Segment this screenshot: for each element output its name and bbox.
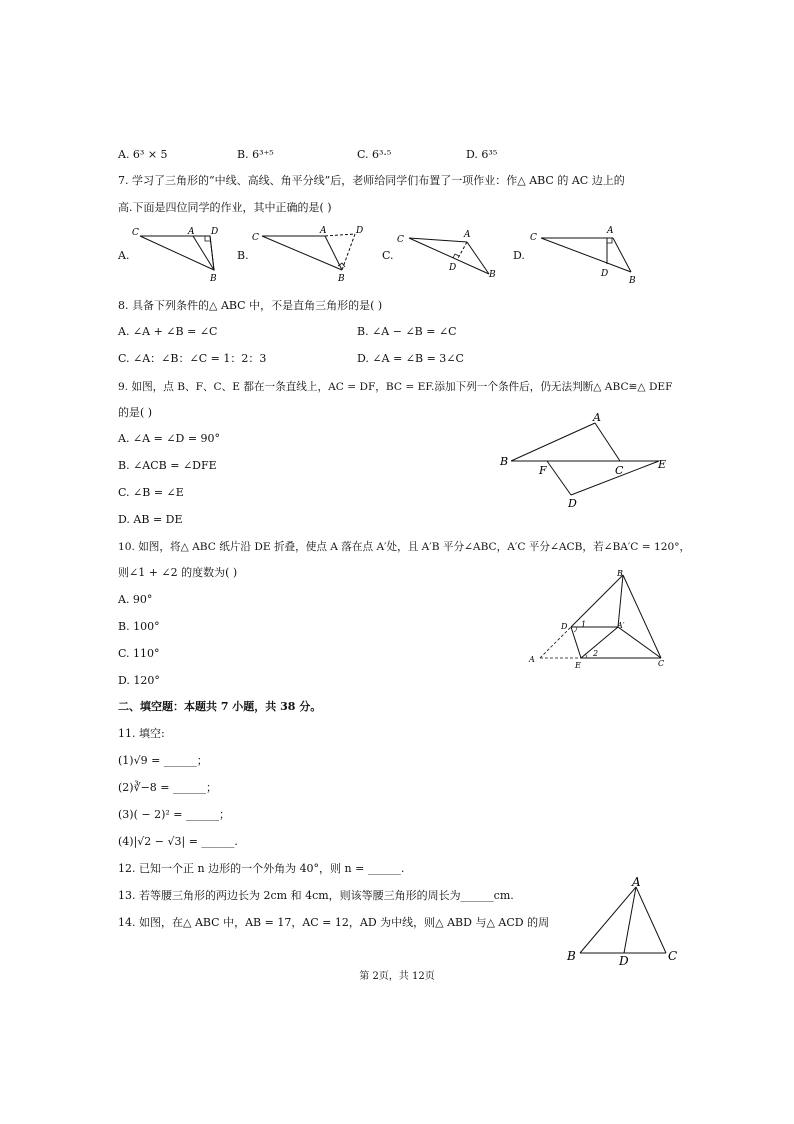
q12-stem: 12. 已知一个正 n 边形的一个外角为 40°，则 n = ______. bbox=[118, 862, 405, 875]
svg-text:B: B bbox=[338, 274, 345, 284]
svg-text:A: A bbox=[529, 655, 535, 664]
q9-stem-line1: 9. 如图，点 B、F、C、E 都在一条直线上，AC = DF，BC = EF.添加下列一个条件后，仍无法判断△ ABC≌△ DEF bbox=[118, 381, 673, 393]
q6-option-b: B. 6³⁺⁵ bbox=[237, 148, 274, 161]
q11-part-2: (2)∛−8 = ______； bbox=[118, 781, 218, 794]
page-footer: 第 2页，共 12页 bbox=[359, 971, 435, 982]
svg-text:B: B bbox=[617, 569, 623, 578]
svg-text:D: D bbox=[568, 497, 577, 510]
svg-text:C: C bbox=[615, 464, 624, 477]
svg-text:A: A bbox=[188, 227, 195, 237]
q10-stem-line2: 则∠1 + ∠2 的度数为( ) bbox=[118, 566, 238, 579]
svg-text:A: A bbox=[593, 411, 601, 424]
q10-option-d: D. 120° bbox=[118, 674, 160, 687]
q10-option-b: B. 100° bbox=[118, 620, 160, 633]
svg-text:C: C bbox=[397, 235, 404, 245]
svg-text:B: B bbox=[500, 455, 509, 468]
q11-part-3: (3)( − 2)² = ______； bbox=[118, 808, 230, 821]
svg-text:E: E bbox=[575, 661, 581, 670]
svg-text:B: B bbox=[210, 274, 217, 284]
q10-stem-line1: 10. 如图，将△ ABC 纸片沿 DE 折叠，使点 A 落在点 A′处，且 A′B 平分∠ABC，A′C 平分∠ACB，若∠BA′C = 120°， bbox=[118, 541, 691, 553]
q8-option-d: D. ∠A = ∠B = 3∠C bbox=[357, 352, 464, 365]
q11-part-4: (4)|√2 − √3| = ______. bbox=[118, 835, 238, 848]
q7-option-a: A. bbox=[118, 249, 130, 262]
svg-text:B: B bbox=[567, 949, 576, 963]
q13-stem: 13. 若等腰三角形的两边长为 2cm 和 4cm，则该等腰三角形的周长为______cm. bbox=[118, 889, 514, 902]
svg-text:A′: A′ bbox=[617, 621, 625, 630]
q8-stem: 8. 具备下列条件的△ ABC 中，不是直角三角形的是( ) bbox=[118, 299, 383, 312]
q7-option-c: C. bbox=[382, 249, 394, 262]
q7-figure-b bbox=[250, 222, 370, 287]
svg-text:D: D bbox=[561, 622, 568, 631]
q7-stem-line2: 高.下面是四位同学的作业，其中正确的是( ) bbox=[118, 201, 332, 214]
svg-text:B: B bbox=[629, 276, 636, 286]
q9-option-a: A. ∠A = ∠D = 90° bbox=[118, 432, 221, 445]
svg-text:C: C bbox=[252, 233, 259, 243]
svg-text:C: C bbox=[132, 228, 139, 238]
svg-text:A: A bbox=[320, 226, 327, 236]
q8-option-b: B. ∠A − ∠B = ∠C bbox=[357, 325, 457, 338]
q11-part-1: (1)√9 = ______； bbox=[118, 754, 208, 767]
q9-option-d: D. AB = DE bbox=[118, 513, 183, 526]
q6-option-d: D. 6³⁵ bbox=[466, 148, 498, 161]
svg-text:1: 1 bbox=[581, 620, 587, 629]
q6-option-c: C. 6³·⁵ bbox=[357, 148, 392, 161]
q10-option-c: C. 110° bbox=[118, 647, 160, 660]
q14-stem: 14. 如图，在△ ABC 中，AB = 17，AC = 12，AD 为中线，则△ ABD 与△ ACD 的周 bbox=[118, 916, 550, 929]
q9-figure bbox=[495, 408, 675, 513]
svg-text:D: D bbox=[601, 269, 609, 279]
q8-option-c: C. ∠A：∠B：∠C = 1：2：3 bbox=[118, 352, 267, 365]
svg-text:E: E bbox=[658, 458, 667, 471]
q6-option-a: A. 6³ × 5 bbox=[118, 148, 168, 161]
q7-figure-d bbox=[525, 222, 645, 287]
svg-text:A: A bbox=[607, 226, 614, 236]
q10-figure bbox=[525, 566, 675, 676]
svg-text:D: D bbox=[449, 263, 457, 273]
svg-text:2: 2 bbox=[593, 649, 599, 658]
q9-option-c: C. ∠B = ∠E bbox=[118, 486, 184, 499]
section-2-heading: 二、填空题：本题共 7 小题，共 38 分。 bbox=[118, 700, 322, 713]
q7-figure-a bbox=[130, 222, 225, 287]
q9-stem-line2: 的是( ) bbox=[118, 406, 153, 419]
q7-figure-c bbox=[395, 222, 505, 287]
q9-option-b: B. ∠ACB = ∠DFE bbox=[118, 459, 217, 472]
q14-figure bbox=[562, 874, 687, 969]
q7-stem-line1: 7. 学习了三角形的“中线、高线、角平分线”后，老师给同学们布置了一项作业：作△ ABC 的 AC 边上的 bbox=[118, 174, 625, 187]
q7-option-d: D. bbox=[513, 249, 525, 262]
svg-text:D: D bbox=[619, 954, 629, 968]
svg-text:C: C bbox=[658, 659, 665, 668]
svg-text:C: C bbox=[668, 949, 678, 963]
svg-text:D: D bbox=[356, 226, 364, 236]
q10-option-a: A. 90° bbox=[118, 593, 153, 606]
q7-option-b: B. bbox=[237, 249, 249, 262]
svg-text:B: B bbox=[489, 270, 496, 280]
q8-option-a: A. ∠A + ∠B = ∠C bbox=[118, 325, 218, 338]
svg-text:A: A bbox=[464, 230, 471, 240]
svg-text:C: C bbox=[530, 233, 537, 243]
svg-text:A: A bbox=[632, 875, 641, 889]
q11-stem: 11. 填空: bbox=[118, 727, 165, 740]
svg-text:F: F bbox=[539, 464, 547, 477]
svg-text:D: D bbox=[211, 227, 219, 237]
